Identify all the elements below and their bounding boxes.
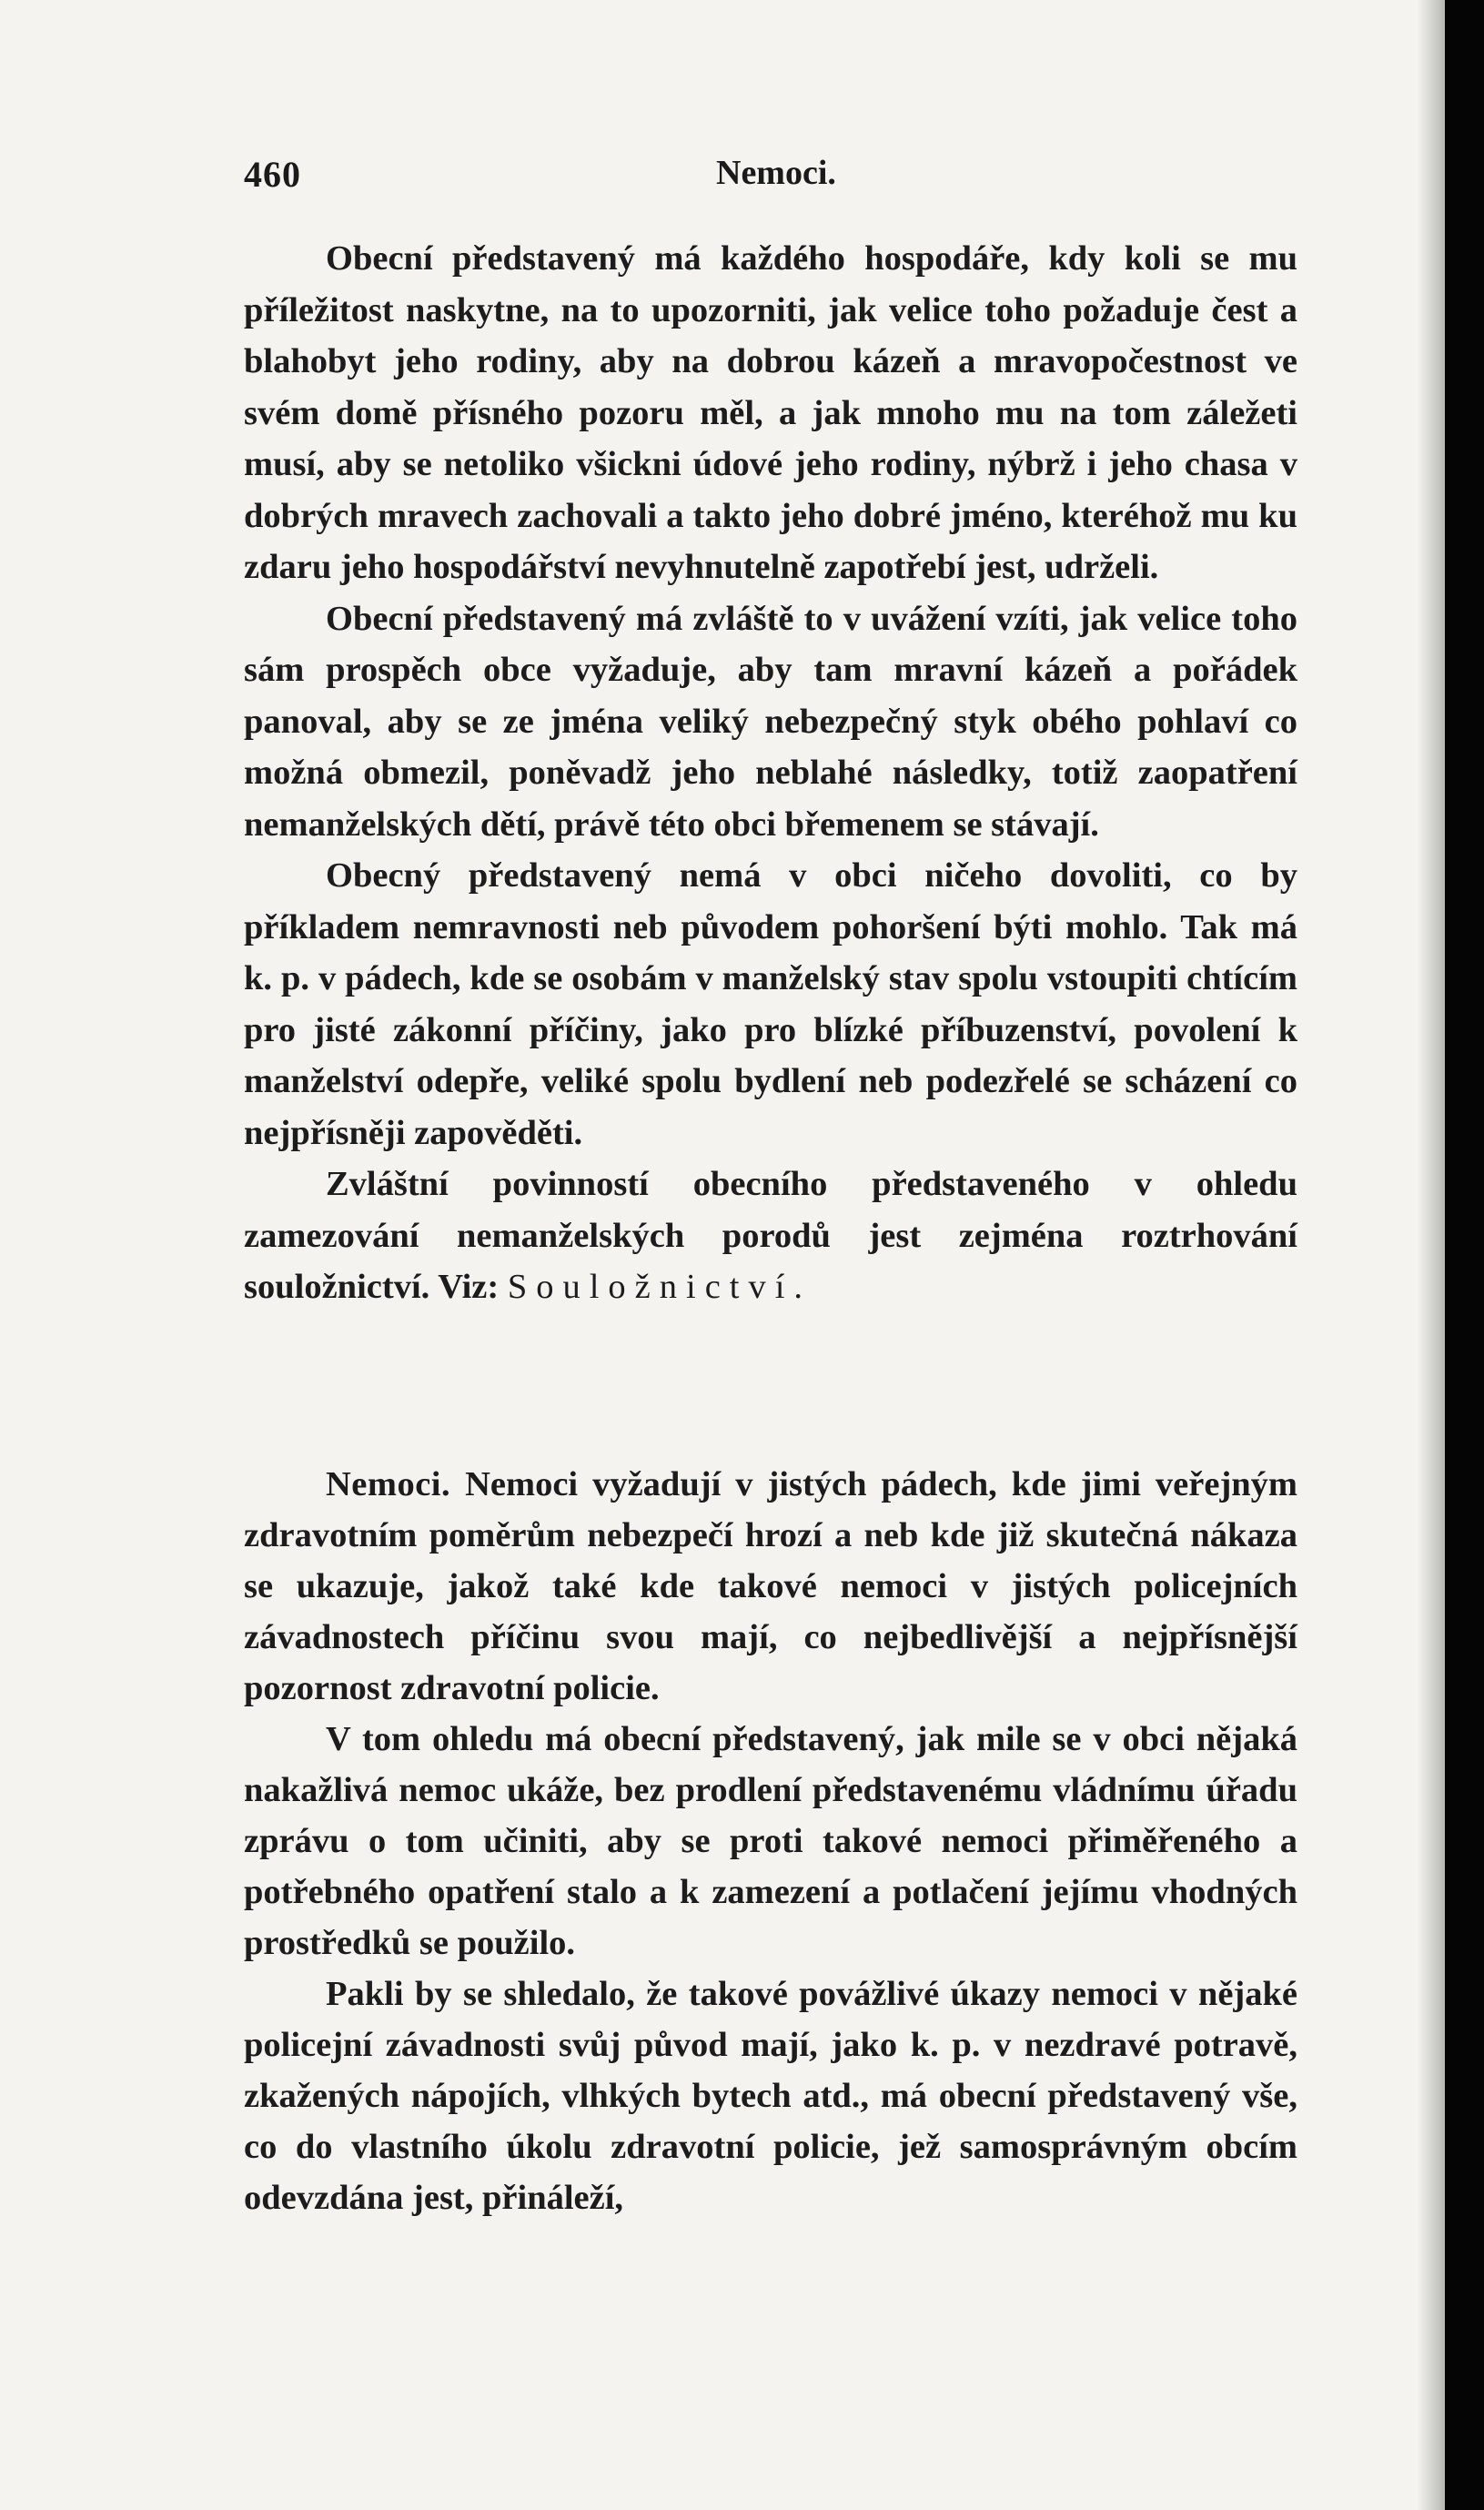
paragraph: Obecní představený má každého hospodáře, kdy koli se mu příležitost naskytne, na to upozorniti, jak velice toho požaduje čest a blahobyt jeho rodiny, aby na dobrou kázeň a mravopočestnost ve svém domě přísného pozoru měl, a jak mnoho mu na tom záležeti musí, aby se netoliko všickni údové jeho rodiny, nýbrž i jeho chasa v dobrých mravech zachovali a takto jeho dobré jméno, kteréhož mu ku zdaru jeho hospodářství nevyhnutelně zapotřebí jest, udrželi. [244,239,1297,586]
entry-first-paragraph [244,1459,1297,1714]
page-edge-shadow [1418,0,1445,2510]
scan-border [1445,0,1484,2510]
section-morality-text [244,233,1297,1313]
running-head: Nemoci. [716,154,836,192]
paragraph: Obecní představený má zvláště to v uvážení vzíti, jak velice toho sám prospěch obce vyžaduje, aby tam mravní kázeň a pořádek panoval, aby se ze jména veliký nebezpečný styk obého pohlaví co možná obmezil, poněvadž jeho neblahé následky, totiž zaopatření nemanželských dětí, právě této obci břemenem se stávají. [244,599,1297,844]
paragraph: V tom ohledu má obecní představený, jak mile se v obci nějaká nakažlivá nemoc ukáže, bez prodlení představenému vládnímu úřadu zprávu o tom učiniti, aby se proti takové nemoci přiměřeného a potřebného opatření stalo a k zamezení a potlačení jejímu vhodných prostředků se použilo. [244,1720,1297,1962]
paragraph-text: Zvláštní povinností obecního představeného v ohledu zamezování nemanželských porodů jest zejména roztrhování souložnictví. Viz: [244,1165,1297,1306]
section-nemoci-text [244,1459,1297,2223]
entry-title: Nemoci. [326,1465,451,1503]
paragraph-with-cross-reference [244,1159,1297,1313]
page-number: 460 [244,154,301,195]
cross-reference: Souložnictví. [507,1268,813,1306]
paragraph: Obecný představený nemá v obci ničeho dovoliti, co by příkladem nemravnosti neb původem pohoršení býti mohlo. Tak má k. p. v pádech, kde se osobám v manželský stav spolu vstoupiti chtícím pro jisté zákonní příčiny, jako pro blízké příbuzenství, povolení k manželství odepře, veliké spolu bydlení neb podezřelé se scházení co nejpřísněji zapověděti. [244,856,1297,1152]
page-header [0,153,1445,207]
entry-text: Nemoci vyžadují v jistých pádech, kde jimi veřejným zdravotním poměrům nebezpečí hrozí a neb kde již skutečná nákaza se ukazuje, jakož také kde takové nemoci v jistých policejních závadnostech příčinu svou mají, co nejbedlivější a nejpřísnější pozornost zdravotní policie. [244,1465,1297,1707]
paragraph: Pakli by se shledalo, že takové povážlivé úkazy nemoci v nějaké policejní závadnosti svůj původ mají, jako k. p. v nezdravé potravě, zkažených nápojích, vlhkých bytech atd., má obecní představený vše, co do vlastního úkolu zdravotní policie, jež samosprávným obcím odevzdána jest, přináleží, [244,1975,1297,2217]
